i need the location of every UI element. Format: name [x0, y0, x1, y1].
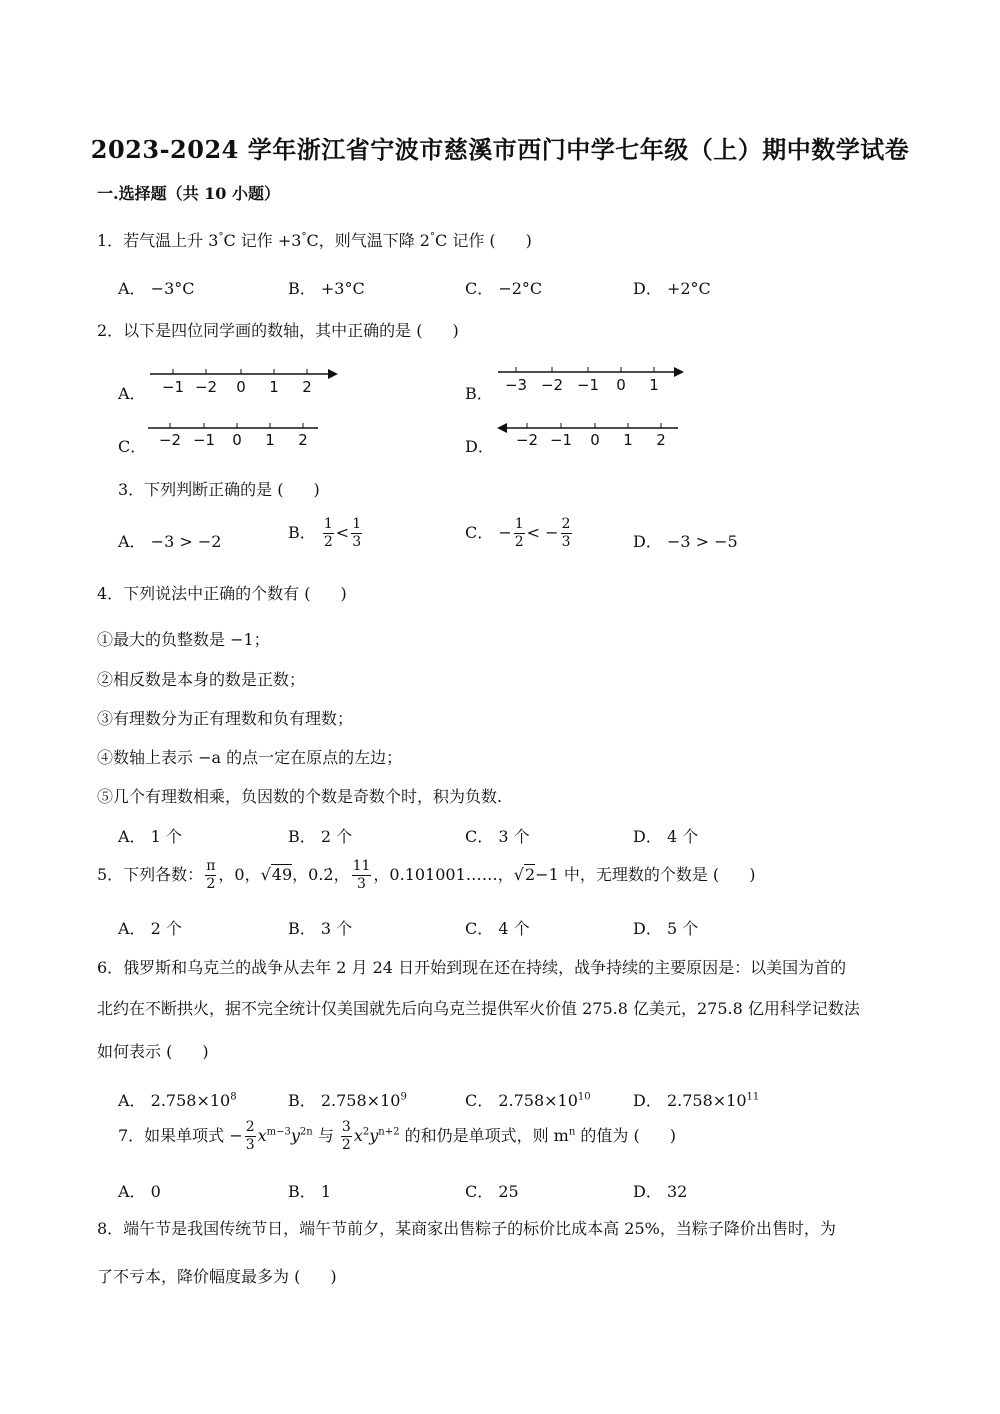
question-7-stem: 7．如果单项式 − $\frac{2}{3}$ $x^{m-3}y^{2n}$ 与 $\frac{3}{2}$ $x^2y^{n+2}$ 的和仍是单项式，则 $m^n$ 的值为 ( ) [118, 1119, 676, 1153]
question-6-line-3: 如何表示 ( ) [97, 1042, 209, 1061]
question-3-option-b[interactable]: B． $\frac{1}{2}$ < $\frac{1}{3}$ [288, 516, 362, 550]
question-6-line-1: 6．俄罗斯和乌克兰的战争从去年 2 月 24 日开始到现在还在持续，战争持续的主要原因是：以美国为首的 [97, 958, 847, 977]
question-5-option-b[interactable]: B． 3 个 [288, 919, 353, 938]
question-3-option-d[interactable]: D． −3 > −5 [633, 532, 738, 551]
question-6-option-b[interactable]: B． $2.758\times 10^9$ [288, 1091, 407, 1110]
tick-label: 1 [265, 431, 275, 449]
question-5-option-a[interactable]: A． 2 个 [118, 919, 182, 938]
question-5-option-c[interactable]: C． 4 个 [465, 919, 530, 938]
question-7-option-a[interactable]: A． 0 [118, 1182, 161, 1201]
tick-label: −2 [540, 376, 564, 394]
tick-label: −2 [515, 431, 539, 449]
question-2-option-a-number-line [148, 362, 343, 396]
question-6-option-a[interactable]: A． $2.758\times 10^8$ [118, 1091, 237, 1110]
question-2-option-a-label[interactable]: A． [118, 384, 146, 403]
tick-label: 0 [236, 378, 246, 396]
question-4-statement-4: ④数轴上表示 −a 的点一定在原点的左边； [97, 748, 403, 767]
question-2-option-d-label[interactable]: D． [465, 437, 494, 456]
question-2-option-b-number-line [496, 360, 691, 394]
question-4-stem: 4．下列说法中正确的个数有 ( ) [97, 584, 347, 603]
question-6-option-d[interactable]: D． $2.758\times 10^{11}$ [633, 1091, 760, 1110]
question-4-option-b[interactable]: B． 2 个 [288, 827, 353, 846]
tick-label: 1 [623, 431, 633, 449]
page-title: 2023-2024 学年浙江省宁波市慈溪市西门中学七年级（上）期中数学试卷 [90, 135, 910, 164]
question-1-option-d[interactable]: D． +2°C [633, 279, 711, 298]
tick-label: 2 [298, 431, 308, 449]
question-4-option-c[interactable]: C． 3 个 [465, 827, 530, 846]
question-7-option-d[interactable]: D． 32 [633, 1182, 688, 1201]
question-5-stem: 5．下列各数： $\frac{\pi}{2}$ ，0，√49，0.2̇， $\frac{11}{3}$ ，0.101001……，√2−1 中，无理数的个数是 ( ) [97, 858, 756, 892]
question-3-option-a[interactable]: A． −3 > −2 [118, 532, 222, 551]
question-1-option-b[interactable]: B． +3°C [288, 279, 365, 298]
question-4-statement-2: ②相反数是本身的数是正数； [97, 670, 306, 689]
question-4-option-d[interactable]: D． 4 个 [633, 827, 699, 846]
question-6-line-2: 北约在不断拱火，据不完全统计仅美国就先后向乌克兰提供军火价值 275.8 亿美元，275.8 亿用科学记数法 [97, 999, 860, 1018]
tick-label: −1 [549, 431, 573, 449]
tick-label: 1 [649, 376, 659, 394]
tick-label: 0 [590, 431, 600, 449]
question-4-statement-5: ⑤几个有理数相乘，负因数的个数是奇数个时，积为负数. [97, 787, 503, 806]
question-4-statement-3: ③有理数分为正有理数和负有理数； [97, 709, 354, 728]
question-1-stem: 1．若气温上升 3°C 记作 +3°C，则气温下降 2°C 记作 ( ) [97, 231, 532, 250]
tick-label: −2 [158, 431, 182, 449]
question-7-option-b[interactable]: B． 1 [288, 1182, 332, 1201]
tick-label: 1 [269, 378, 279, 396]
question-2-option-c-number-line [146, 418, 326, 452]
question-8-line-1: 8．端午节是我国传统节日，端午节前夕，某商家出售粽子的标价比成本高 25%，当粽子降价出售时，为 [97, 1219, 836, 1238]
question-6-option-c[interactable]: C． $2.758\times 10^{10}$ [465, 1091, 591, 1110]
tick-label: −2 [194, 378, 218, 396]
question-1-option-a[interactable]: A． −3°C [118, 279, 195, 298]
question-8-line-2: 了不亏本，降价幅度最多为 ( ) [97, 1267, 337, 1286]
question-2-option-c-label[interactable]: C． [118, 437, 147, 456]
tick-label: 2 [302, 378, 312, 396]
tick-label: 2 [656, 431, 666, 449]
tick-label: −1 [576, 376, 600, 394]
tick-label: −1 [192, 431, 216, 449]
question-2-option-d-number-line [494, 418, 684, 452]
section-heading: 一.选择题（共 10 小题） [97, 184, 280, 203]
question-4-option-a[interactable]: A． 1 个 [118, 827, 182, 846]
tick-label: 0 [616, 376, 626, 394]
tick-label: 0 [232, 431, 242, 449]
question-3-stem: 3．下列判断正确的是 ( ) [118, 480, 320, 499]
question-2-option-b-label[interactable]: B． [465, 384, 493, 403]
question-1-option-c[interactable]: C． −2°C [465, 279, 543, 298]
tick-label: −3 [504, 376, 528, 394]
question-3-option-c[interactable]: C． − $\frac{1}{2}$ < − $\frac{2}{3}$ [465, 516, 571, 550]
question-7-option-c[interactable]: C． 25 [465, 1182, 519, 1201]
question-5-option-d[interactable]: D． 5 个 [633, 919, 699, 938]
tick-label: −1 [161, 378, 185, 396]
question-4-statement-1: ①最大的负整数是 −1； [97, 630, 270, 649]
question-2-stem: 2．以下是四位同学画的数轴，其中正确的是 ( ) [97, 321, 459, 340]
